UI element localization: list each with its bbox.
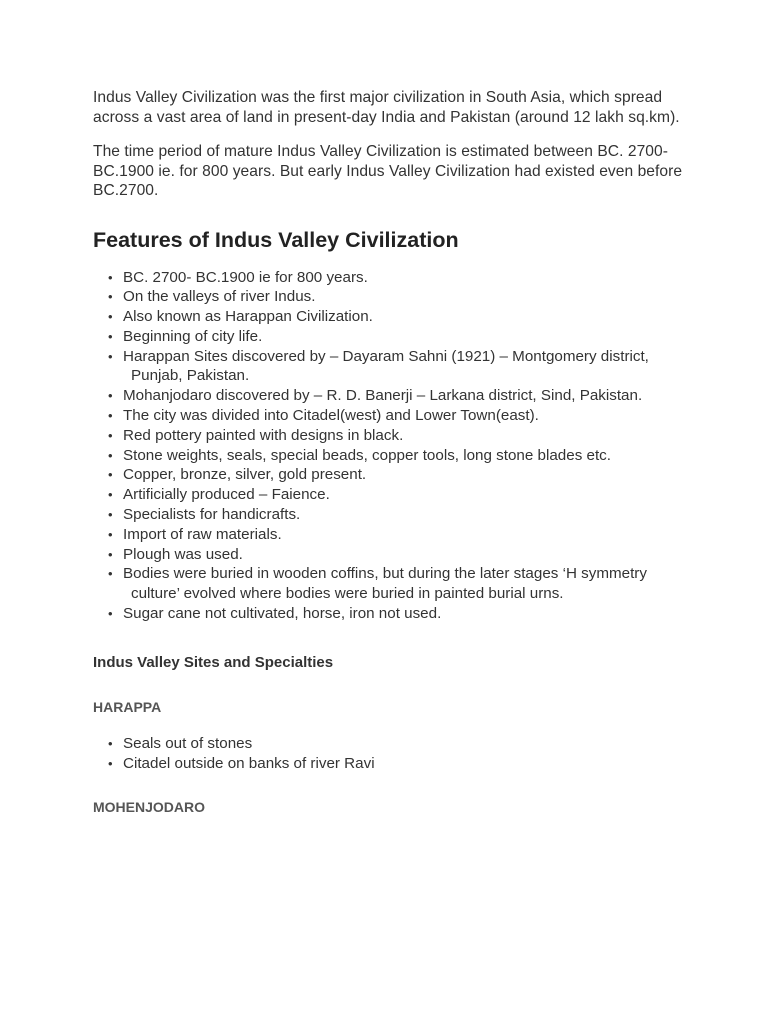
bullet-marker: •	[108, 269, 113, 285]
list-item: • Mohanjodaro discovered by – R. D. Banerji – Larkana district, Sind, Pakistan.	[108, 387, 643, 405]
bullet-marker: •	[108, 735, 113, 751]
sites-heading: Indus Valley Sites and Specialties	[93, 653, 334, 671]
bullet-marker: •	[108, 755, 113, 771]
list-item: • On the valleys of river Indus.	[108, 288, 316, 306]
bullet-marker: •	[108, 467, 113, 483]
bullet-marker: •	[108, 487, 113, 503]
list-item: • Specialists for handicrafts.	[108, 506, 301, 524]
bullet-marker: •	[108, 507, 113, 523]
bullet-marker: •	[108, 309, 113, 325]
bullet-marker: •	[108, 546, 113, 562]
list-item: • Citadel outside on banks of river Ravi	[108, 754, 375, 772]
harappa-heading: HARAPPA	[93, 698, 162, 715]
list-item: • Harappan Sites discovered by – Dayaram Sahni (1921) – Montgomery district, Punjab, Pakistan.	[108, 347, 649, 385]
bullet-marker: •	[108, 408, 113, 424]
list-item: • Sugar cane not cultivated, horse, iron not used.	[108, 605, 442, 623]
bullet-marker: •	[108, 566, 113, 582]
bullet-marker: •	[108, 348, 113, 364]
bullet-marker: •	[108, 328, 113, 344]
list-item: • Beginning of city life.	[108, 327, 263, 345]
list-item: • Seals out of stones	[108, 734, 253, 752]
features-list	[93, 268, 693, 624]
list-item: • BC. 2700- BC.1900 ie for 800 years.	[108, 268, 368, 286]
list-item: • Red pottery painted with designs in black.	[108, 426, 404, 444]
list-item: • Artificially produced – Faience.	[108, 486, 330, 504]
list-item: • Plough was used.	[108, 545, 243, 563]
bullet-marker: •	[108, 427, 113, 443]
list-item: • Stone weights, seals, special beads, copper tools, long stone blades etc.	[108, 446, 611, 464]
features-heading: Features of Indus Valley Civilization	[93, 227, 459, 252]
list-item: • Import of raw materials.	[108, 525, 282, 543]
mohenjodaro-heading: MOHENJODARO	[93, 799, 206, 816]
document-content	[93, 88, 693, 816]
harappa-list	[93, 734, 693, 774]
intro-paragraph-1: Indus Valley Civilization was the first major civilization in South Asia, which spread across a vast area of land in present-day India and Pakistan (around 12 lakh sq.km).	[93, 89, 680, 126]
list-item: • The city was divided into Citadel(west) and Lower Town(east).	[108, 407, 539, 425]
list-item: • Copper, bronze, silver, gold present.	[108, 466, 367, 484]
bullet-marker: •	[108, 447, 113, 463]
list-item: • Also known as Harappan Civilization.	[108, 308, 373, 326]
intro-paragraph-2: The time period of mature Indus Valley Civilization is estimated between BC. 2700- BC.1900 ie. for 800 years. But early Indus Valley Civilization had existed even before BC.2700.	[93, 143, 683, 199]
bullet-marker: •	[108, 526, 113, 542]
bullet-marker: •	[108, 606, 113, 622]
bullet-marker: •	[108, 289, 113, 305]
list-item: • Bodies were buried in wooden coffins, but during the later stages ‘H symmetry culture’ evolved where bodies were buried in painted burial urns.	[108, 565, 647, 603]
bullet-marker: •	[108, 388, 113, 404]
